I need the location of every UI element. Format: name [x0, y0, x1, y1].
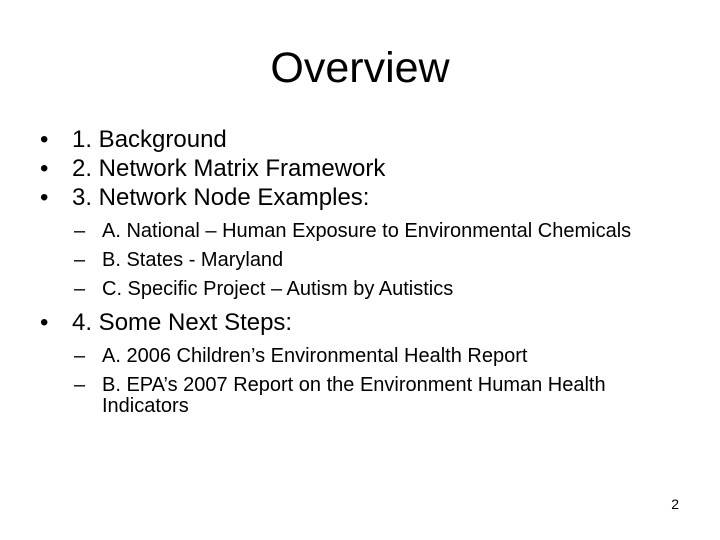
bullet-item-network-node-examples	[40, 183, 680, 212]
bullet-icon: •	[40, 184, 49, 211]
page-number: 2	[671, 496, 679, 512]
bullet-text: 4. Some Next Steps:	[72, 309, 293, 336]
dash-icon: –	[74, 249, 86, 271]
dash-icon: –	[74, 374, 86, 396]
sub-item-text: B. States - Maryland	[102, 249, 284, 271]
bullet-text: 3. Network Node Examples:	[72, 184, 370, 211]
sub-list-node-examples	[40, 221, 680, 300]
sub-item-national	[40, 221, 680, 242]
bullet-item-next-steps	[40, 308, 680, 337]
dash-icon: –	[74, 220, 86, 242]
sub-item-states	[40, 250, 680, 271]
bullet-icon: •	[40, 309, 49, 336]
sub-item-text: B. EPA’s 2007 Report on the Environment Human Health Indicators	[102, 374, 606, 417]
dash-icon: –	[74, 278, 86, 300]
bullet-text: 2. Network Matrix Framework	[72, 155, 386, 182]
sub-item-text: A. National – Human Exposure to Environmental Chemicals	[102, 220, 632, 242]
bullet-text: 1. Background	[72, 126, 227, 153]
sub-item-text: C. Specific Project – Autism by Autistics	[102, 278, 454, 300]
sub-item-epa-report	[40, 375, 680, 417]
slide-title: Overview	[270, 44, 450, 92]
slide-content	[40, 125, 680, 425]
sub-item-text: A. 2006 Children’s Environmental Health Report	[102, 345, 528, 367]
bullet-item-background	[40, 125, 680, 154]
bullet-item-network-matrix-framework	[40, 154, 680, 183]
sub-item-specific-project	[40, 279, 680, 300]
dash-icon: –	[74, 345, 86, 367]
bullet-icon: •	[40, 126, 49, 153]
sub-item-childrens-report	[40, 346, 680, 367]
sub-list-next-steps	[40, 346, 680, 417]
bullet-icon: •	[40, 155, 49, 182]
